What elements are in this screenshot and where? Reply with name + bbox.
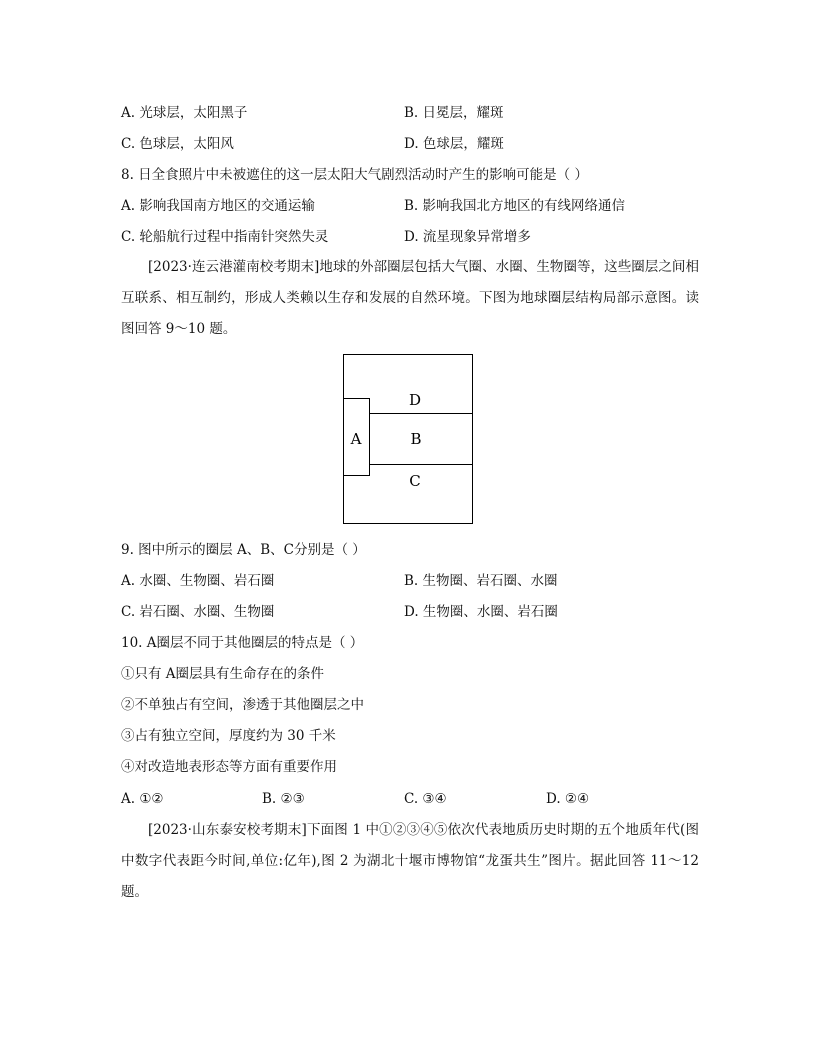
q10-option-d: D. ②④ bbox=[546, 791, 590, 807]
q9-option-a: A. 水圈、生物圈、岩石圈 bbox=[121, 573, 275, 589]
q7-option-c: C. 色球层，太阳风 bbox=[121, 136, 234, 152]
q9-option-c: C. 岩石圈、水圈、生物圈 bbox=[121, 604, 275, 620]
passage-geologic-eras: [2023·山东泰安校考期末]下面图 1 中①②③④⑤依次代表地质历史时期的五个地质年代(图中数字代表距今时间,单位:亿年),图 2 为湖北十堰市博物馆“龙蛋共生”图片。据此回答 11～12 题。 bbox=[121, 822, 699, 900]
label-d: D bbox=[408, 391, 422, 409]
q10-statement-3: ③占有独立空间，厚度约为 30 千米 bbox=[121, 728, 336, 744]
label-a: A bbox=[350, 430, 362, 448]
q9-stem: 9. 图中所示的圈层 A、B、C分别是（ ） bbox=[121, 542, 366, 558]
q10-stem: 10. A圈层不同于其他圈层的特点是（ ） bbox=[121, 635, 364, 651]
q10-option-a: A. ①② bbox=[121, 791, 164, 807]
sphere-diagram-svg bbox=[343, 354, 473, 524]
q10-option-b: B. ②③ bbox=[262, 791, 305, 807]
q7-option-b: B. 日冕层，耀斑 bbox=[404, 105, 504, 121]
label-c: C bbox=[409, 472, 421, 490]
q8-stem: 8. 日全食照片中未被遮住的这一层太阳大气剧烈活动时产生的影响可能是（ ） bbox=[121, 167, 588, 183]
q10-option-c: C. ③④ bbox=[404, 791, 447, 807]
q7-option-a: A. 光球层，太阳黑子 bbox=[121, 105, 248, 121]
q10-statement-1: ①只有 A圈层具有生命存在的条件 bbox=[121, 666, 325, 682]
passage-earth-spheres: [2023·连云港灌南校考期末]地球的外部圈层包括大气圈、水圈、生物圈等，这些圈层之间相互联系、相互制约，形成人类赖以生存和发展的自然环境。下图为地球圈层结构局部示意图。读图回答 9～10 题。 bbox=[121, 259, 699, 337]
q8-option-a: A. 影响我国南方地区的交通运输 bbox=[121, 198, 315, 214]
q9-option-d: D. 生物圈、水圈、岩石圈 bbox=[404, 604, 558, 620]
q10-statement-4: ④对改造地表形态等方面有重要作用 bbox=[121, 759, 337, 775]
q8-option-d: D. 流星现象异常增多 bbox=[404, 229, 531, 245]
label-b: B bbox=[410, 430, 422, 448]
q8-option-b: B. 影响我国北方地区的有线网络通信 bbox=[404, 198, 626, 214]
q8-option-c: C. 轮船航行过程中指南针突然失灵 bbox=[121, 229, 329, 245]
outer-frame bbox=[344, 355, 473, 524]
sphere-structure-figure bbox=[343, 354, 473, 524]
q10-statement-2: ②不单独占有空间，渗透于其他圈层之中 bbox=[121, 697, 364, 713]
q7-option-d: D. 色球层，耀斑 bbox=[404, 136, 504, 152]
q9-option-b: B. 生物圈、岩石圈、水圈 bbox=[404, 573, 558, 589]
